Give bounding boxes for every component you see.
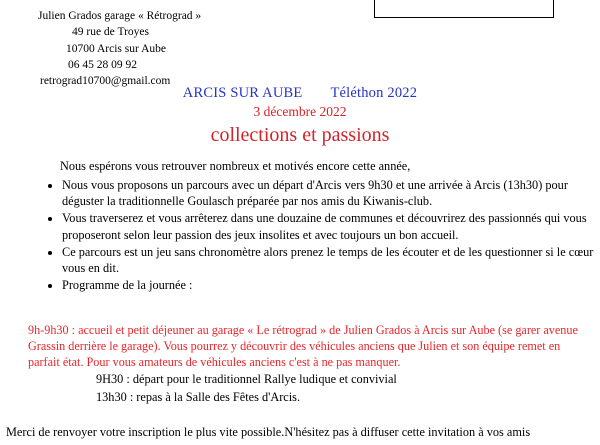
empty-framed-box xyxy=(374,0,554,18)
page-title: collections et passions xyxy=(210,124,390,146)
bullet-list xyxy=(40,177,597,293)
intro-paragraph: Nous espérons vous retrouver nombreux et motivés encore cette année, xyxy=(60,159,411,173)
list-item: • Ce parcours est un jeu sans chronomètre alors prenez le temps de les écouter et de les questionner si le cœur vous en dit. xyxy=(62,244,597,276)
footer-note: Merci de renvoyer votre inscription le plus vite possible.N'hésitez pas à diffuser cette invitation à vos amis xyxy=(6,425,531,439)
list-item: • Vous traverserez et vous arrêterez dans une douzaine de communes et découvrirez des passionnés qui vous proposeront selon leur passion des jeux insolites et avec toujours un bon accueil. xyxy=(62,210,597,242)
list-item: • Programme de la journée : xyxy=(62,277,597,293)
event-date: 3 décembre 2022 xyxy=(253,104,347,119)
sender-phone: 06 45 28 09 92 xyxy=(68,58,137,71)
schedule-line-departure: 9H30 : départ pour le traditionnel Rallye ludique et convivial xyxy=(96,372,397,386)
event-location: ARCIS SUR AUBE xyxy=(182,85,303,101)
event-telethon: Téléthon 2022 xyxy=(330,85,418,101)
schedule-line-meal: 13h30 : repas à la Salle des Fêtes d'Arcis. xyxy=(96,390,301,404)
list-item: • Nous vous proposons un parcours avec un départ d'Arcis vers 9h30 et une arrivée à Arcis (13h30) pour déguster la traditionnelle Goulasch préparée par nos amis du Kiwanis-club. xyxy=(62,177,597,209)
sender-name: Julien Grados garage « Rétrograd » xyxy=(38,10,202,22)
event-title xyxy=(0,85,600,102)
sender-email: retrograd10700@gmail.com xyxy=(40,75,171,88)
sender-city: 10700 Arcis sur Aube xyxy=(66,42,166,55)
morning-program-paragraph: 9h-9h30 : accueil et petit déjeuner au garage « Le rétrograd » de Julien Grados à Arcis sur Aube (se garer avenue Grassin derrière le garage). Vous pourrez y découvrir des véhicules anciens que Julien et son équipe remet en parfait état. Pour vous amateurs de véhicules anciens c'est à ne pas manquer. xyxy=(28,323,578,370)
sender-address-block xyxy=(28,8,288,89)
sender-street: 49 rue de Troyes xyxy=(72,26,149,39)
